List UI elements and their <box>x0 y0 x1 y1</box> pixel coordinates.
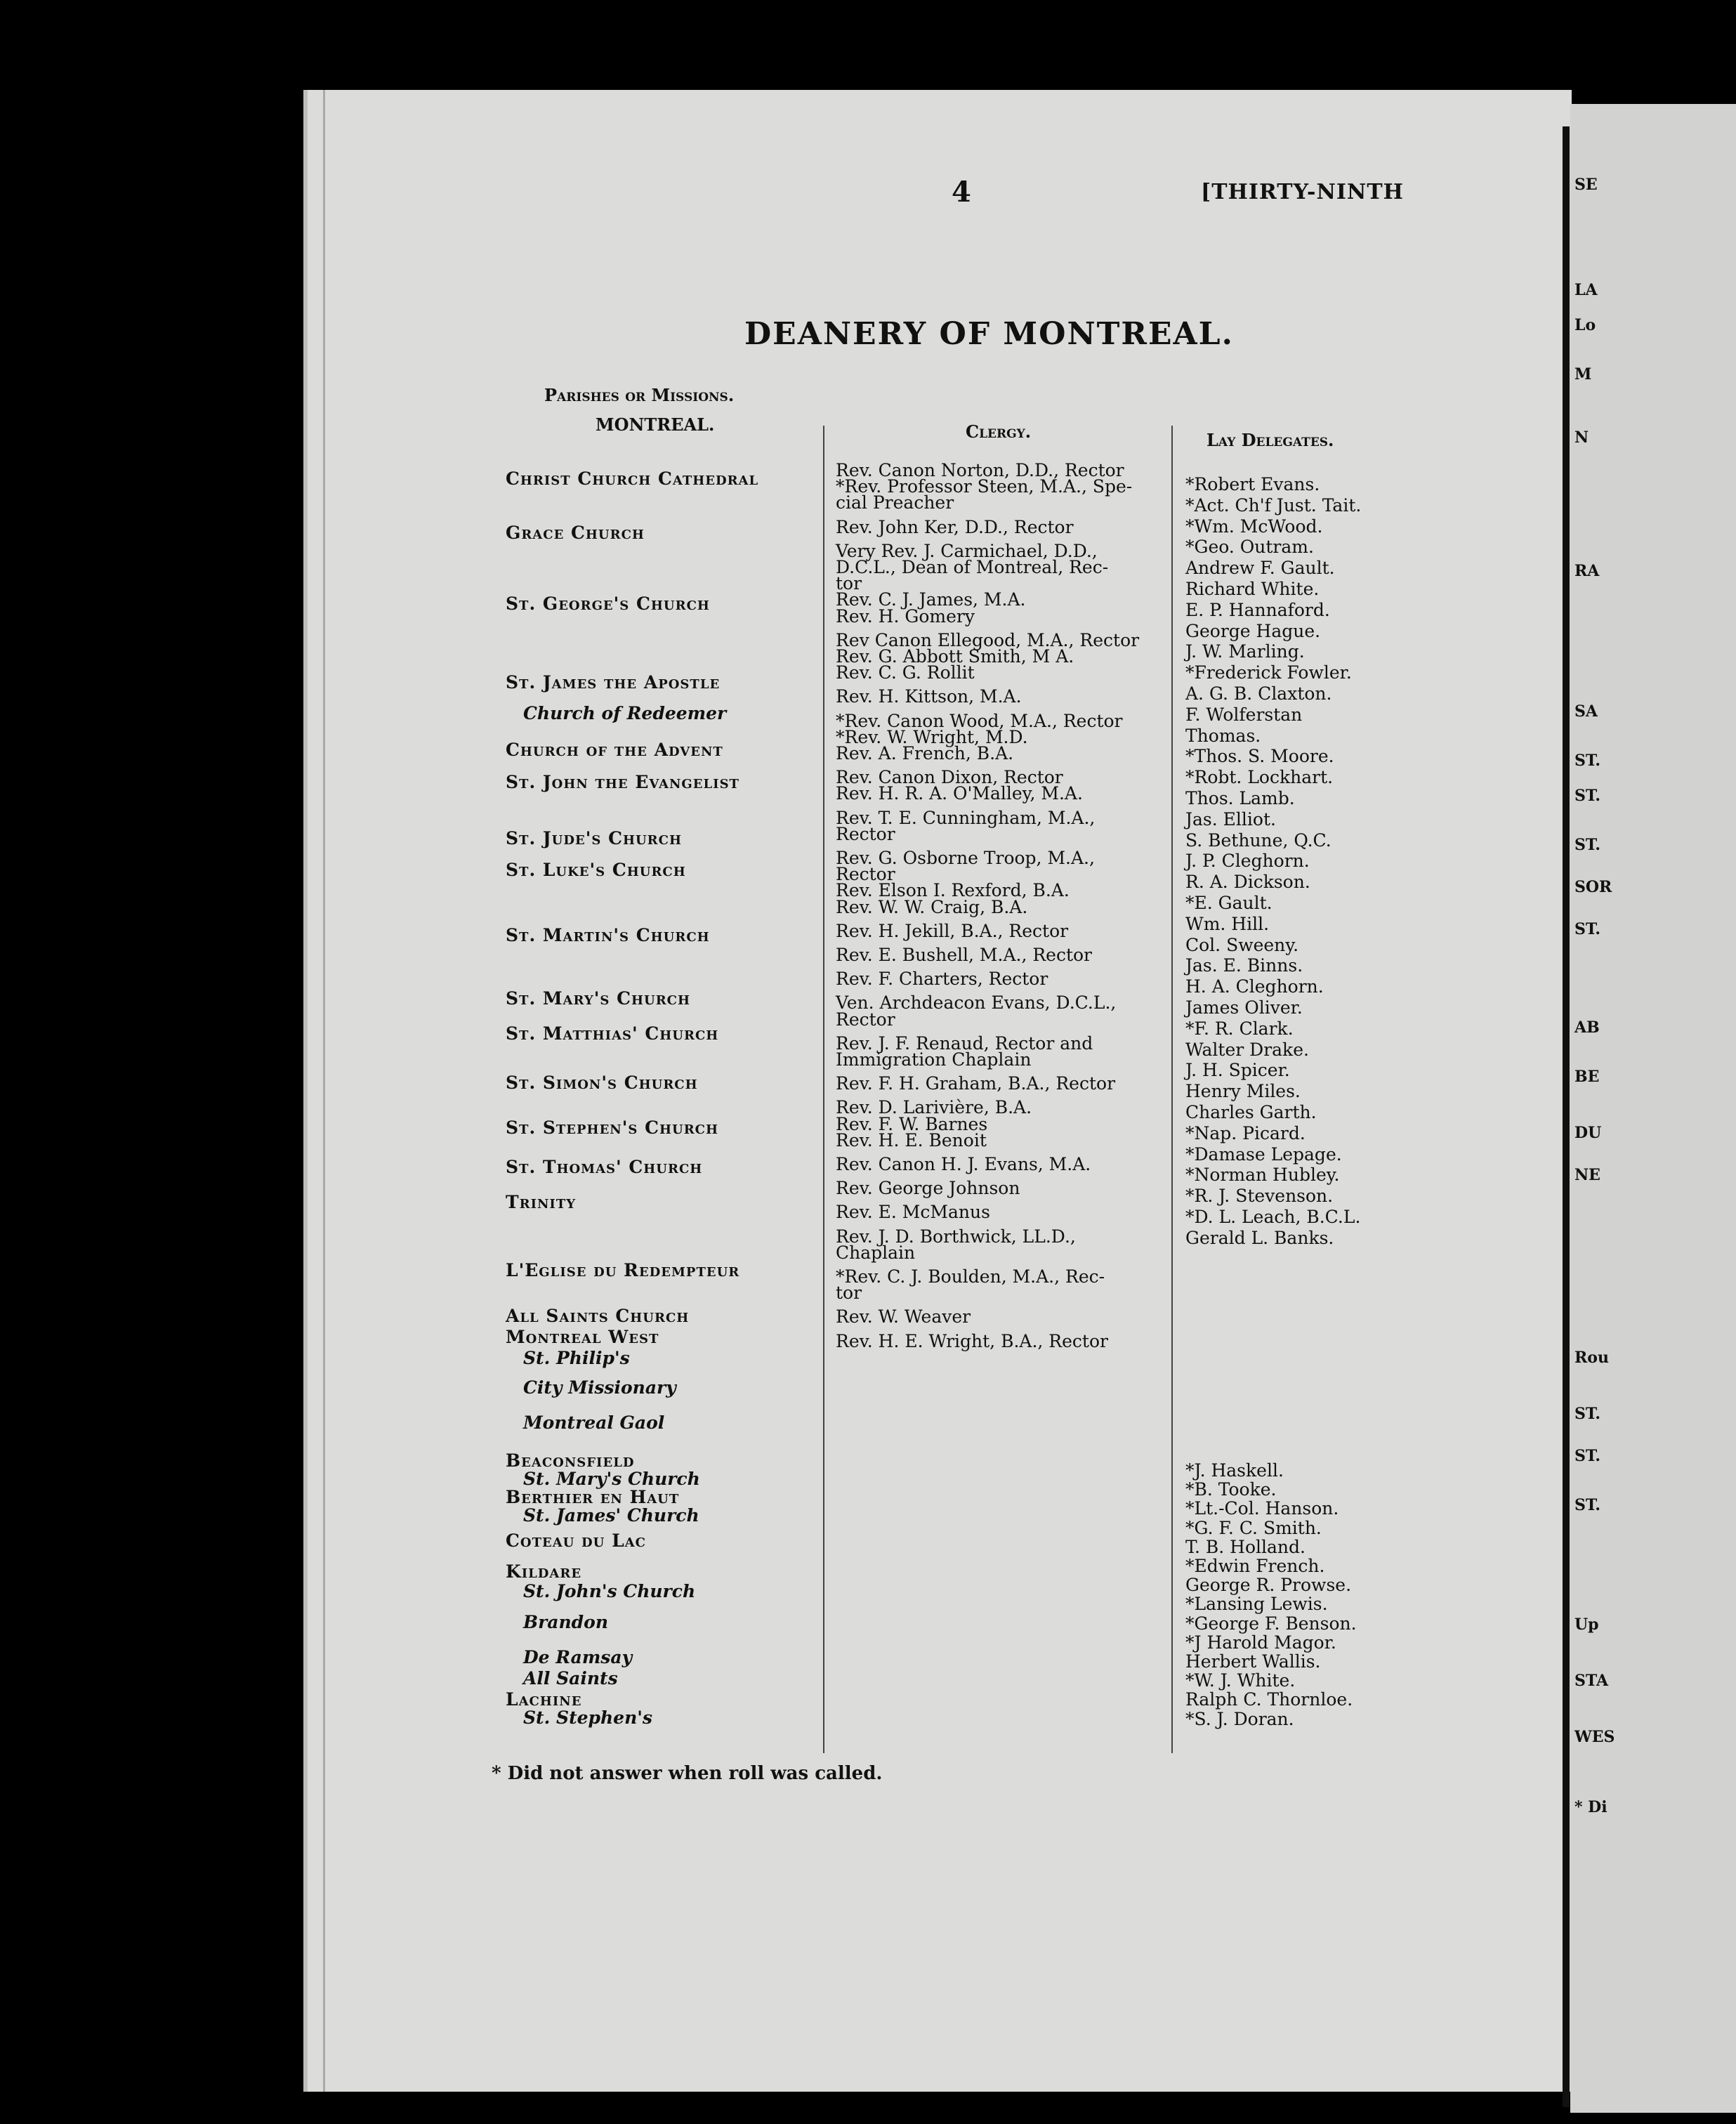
page-number: 4 <box>952 176 971 209</box>
adjacent-page <box>1570 104 1736 2113</box>
clergy-entry: Rev. Canon Norton, D.D., Rector <box>836 460 1124 480</box>
column-divider <box>823 426 824 1753</box>
clergy-entry: Rev. George Johnson <box>836 1178 1020 1198</box>
clergy-entry: Rev. T. E. Cunningham, M.A., <box>836 808 1096 828</box>
lay-delegate-entry: James Oliver. <box>1185 997 1303 1018</box>
lay-delegate-entry: Wm. Hill. <box>1185 914 1270 934</box>
lay-delegate-entry: Herbert Wallis. <box>1185 1651 1321 1672</box>
clergy-entry: Rector <box>836 1009 895 1030</box>
column-header-parishes: Parishes or Missions. <box>544 385 735 405</box>
lay-delegate-entry: Jas. E. Binns. <box>1185 955 1303 976</box>
adjacent-page-fragment: ST. <box>1574 1496 1601 1514</box>
parish-name: City Missionary <box>523 1377 676 1398</box>
adjacent-page-fragment: * Di <box>1574 1798 1607 1816</box>
parish-name: De Ramsay <box>523 1647 633 1667</box>
lay-delegate-entry: *J Harold Magor. <box>1185 1632 1336 1653</box>
adjacent-page-fragment: LA <box>1574 281 1598 299</box>
clergy-entry: Rev. G. Osborne Troop, M.A., <box>836 848 1095 868</box>
clergy-entry: Rev. Canon H. J. Evans, M.A. <box>836 1154 1091 1174</box>
parish-name: St. James the Apostle <box>506 672 721 693</box>
clergy-entry: Rev. E. Bushell, M.A., Rector <box>836 945 1093 965</box>
lay-delegate-entry: *E. Gault. <box>1185 893 1273 913</box>
clergy-entry: *Rev. Canon Wood, M.A., Rector <box>836 711 1123 731</box>
lay-delegate-entry: *F. R. Clark. <box>1185 1018 1294 1039</box>
lay-delegate-entry: Henry Miles. <box>1185 1081 1301 1101</box>
parish-name: Berthier en Haut <box>506 1487 680 1507</box>
clergy-entry: Immigration Chaplain <box>836 1049 1032 1070</box>
lay-delegate-entry: *Wm. McWood. <box>1185 516 1323 537</box>
parish-name: Coteau du Lac <box>506 1530 646 1551</box>
lay-delegate-entry: F. Wolferstan <box>1185 704 1303 725</box>
clergy-entry: Rev. Elson I. Rexford, B.A. <box>836 880 1070 900</box>
clergy-entry: Rector <box>836 824 895 844</box>
clergy-entry: Rev. J. D. Borthwick, LL.D., <box>836 1226 1076 1247</box>
lay-delegate-entry: Richard White. <box>1185 579 1320 599</box>
lay-delegate-entry: A. G. B. Claxton. <box>1185 683 1332 704</box>
lay-delegate-entry: Thos. Lamb. <box>1185 788 1295 808</box>
clergy-entry: Rev. F. H. Graham, B.A., Rector <box>836 1073 1116 1094</box>
lay-delegate-entry: Col. Sweeny. <box>1185 935 1299 955</box>
clergy-entry: *Rev. Professor Steen, M.A., Spe- <box>836 476 1133 497</box>
clergy-entry: *Rev. C. J. Boulden, M.A., Rec- <box>836 1266 1105 1287</box>
column-header-lay: Lay Delegates. <box>1206 430 1334 450</box>
adjacent-page-fragment: BE <box>1574 1068 1600 1086</box>
parish-name: Montreal Gaol <box>523 1412 665 1433</box>
parish-name: Beaconsfield <box>506 1450 635 1471</box>
clergy-entry: Rector <box>836 864 895 884</box>
clergy-entry: Rev. John Ker, D.D., Rector <box>836 517 1074 537</box>
lay-delegate-entry: *Edwin French. <box>1185 1556 1325 1576</box>
lay-delegate-entry: *S. J. Doran. <box>1185 1709 1294 1729</box>
adjacent-page-fragment: STA <box>1574 1672 1609 1690</box>
lay-delegate-entry: *G. F. C. Smith. <box>1185 1518 1322 1538</box>
parish-name: Montreal West <box>506 1327 659 1347</box>
adjacent-page-fragment: N <box>1574 428 1589 447</box>
lay-delegate-entry: Andrew F. Gault. <box>1185 558 1335 578</box>
parish-name: St. Jude's Church <box>506 828 682 848</box>
column-header-montreal: MONTREAL. <box>596 414 715 435</box>
lay-delegate-entry: George Hague. <box>1185 621 1321 641</box>
parish-name: St. Mary's Church <box>523 1469 700 1489</box>
clergy-entry: Rev. H. E. Wright, B.A., Rector <box>836 1331 1108 1351</box>
lay-delegate-entry: *B. Tooke. <box>1185 1479 1277 1500</box>
lay-delegate-entry: *R. J. Stevenson. <box>1185 1186 1334 1206</box>
parish-name: St. Luke's Church <box>506 860 686 880</box>
adjacent-page-fragment: Lo <box>1574 316 1596 334</box>
parish-name: Kildare <box>506 1561 582 1582</box>
clergy-entry: Rev. F. Charters, Rector <box>836 969 1048 989</box>
lay-delegate-entry: *Act. Ch'f Just. Tait. <box>1185 495 1362 516</box>
lay-delegate-entry: Gerald L. Banks. <box>1185 1228 1334 1248</box>
clergy-entry: Rev. Canon Dixon, Rector <box>836 767 1063 787</box>
parish-name: St. George's Church <box>506 594 710 614</box>
clergy-entry: tor <box>836 573 862 594</box>
page-gutter <box>1563 126 1570 2107</box>
lay-delegate-entry: Thomas. <box>1185 726 1261 746</box>
running-head: [THIRTY-NINTH <box>1201 180 1405 204</box>
lay-delegate-entry: J. P. Cleghorn. <box>1185 851 1310 871</box>
lay-delegate-entry: H. A. Cleghorn. <box>1185 976 1324 997</box>
adjacent-page-fragment: SOR <box>1574 878 1612 896</box>
lay-delegate-entry: *D. L. Leach, B.C.L. <box>1185 1207 1361 1227</box>
parish-name: St. Stephen's <box>523 1707 652 1728</box>
clergy-entry: Rev. A. French, B.A. <box>836 743 1014 763</box>
column-header-clergy: Clergy. <box>966 421 1032 442</box>
parish-name: St. John's Church <box>523 1581 696 1601</box>
clergy-entry: Rev. J. F. Renaud, Rector and <box>836 1033 1093 1054</box>
adjacent-page-fragment: AB <box>1574 1018 1600 1037</box>
lay-delegate-entry: *J. Haskell. <box>1185 1460 1284 1481</box>
clergy-entry: Rev. W. W. Craig, B.A. <box>836 897 1028 917</box>
parish-name: Lachine <box>506 1689 582 1710</box>
clergy-entry: Ven. Archdeacon Evans, D.C.L., <box>836 992 1117 1013</box>
parish-name: Church of Redeemer <box>523 703 727 723</box>
lay-delegate-entry: *Lansing Lewis. <box>1185 1594 1328 1614</box>
parish-name: St. Matthias' Church <box>506 1023 719 1044</box>
adjacent-page-fragment: ST. <box>1574 1447 1601 1465</box>
adjacent-page-fragment: ST. <box>1574 787 1601 805</box>
clergy-entry: Rev. G. Abbott Smith, M A. <box>836 646 1074 667</box>
clergy-entry: Rev. F. W. Barnes <box>836 1114 988 1134</box>
lay-delegate-entry: R. A. Dickson. <box>1185 872 1310 892</box>
adjacent-page-fragment: RA <box>1574 562 1600 580</box>
lay-delegate-entry: *Frederick Fowler. <box>1185 662 1352 683</box>
lay-delegate-entry: Jas. Elliot. <box>1185 809 1276 830</box>
parish-name: St. James' Church <box>523 1505 699 1526</box>
column-divider <box>1171 426 1173 1753</box>
parish-name: St. Stephen's Church <box>506 1117 718 1138</box>
clergy-entry: Rev. H. Gomery <box>836 606 975 627</box>
clergy-entry: Rev. W. Weaver <box>836 1306 971 1327</box>
parish-name: Grace Church <box>506 523 645 543</box>
lay-delegate-entry: S. Bethune, Q.C. <box>1185 830 1331 851</box>
clergy-entry: Chaplain <box>836 1243 916 1263</box>
parish-name: Christ Church Cathedral <box>506 468 759 489</box>
adjacent-page-fragment: NE <box>1574 1166 1600 1184</box>
parish-name: St. Thomas' Church <box>506 1157 703 1177</box>
clergy-entry: Rev. H. Jekill, B.A., Rector <box>836 921 1069 941</box>
parish-name: St. Martin's Church <box>506 925 710 945</box>
adjacent-page-fragment: DU <box>1574 1124 1602 1142</box>
lay-delegate-entry: Ralph C. Thornloe. <box>1185 1689 1353 1710</box>
lay-delegate-entry: Charles Garth. <box>1185 1102 1317 1122</box>
lay-delegate-entry: *Damase Lepage. <box>1185 1144 1342 1165</box>
clergy-entry: Rev. C. J. James, M.A. <box>836 589 1026 610</box>
page-title: DEANERY OF MONTREAL. <box>744 316 1234 352</box>
clergy-entry: Rev. H. Kittson, M.A. <box>836 686 1022 707</box>
parish-name: L'Eglise du Redempteur <box>506 1260 740 1280</box>
clergy-entry: D.C.L., Dean of Montreal, Rec- <box>836 557 1109 577</box>
parish-name: All Saints <box>523 1668 618 1689</box>
lay-delegate-entry: J. H. Spicer. <box>1185 1060 1290 1080</box>
clergy-entry: Rev. C. G. Rollit <box>836 662 975 683</box>
clergy-entry: Rev. D. Larivière, B.A. <box>836 1097 1032 1117</box>
adjacent-page-fragment: ST. <box>1574 1405 1601 1423</box>
lay-delegate-entry: *W. J. White. <box>1185 1670 1296 1691</box>
adjacent-page-fragment: M <box>1574 365 1592 383</box>
parish-name: St. John the Evangelist <box>506 772 739 792</box>
adjacent-page-fragment: ST. <box>1574 752 1601 770</box>
clergy-entry: *Rev. W. Wright, M.D. <box>836 727 1028 747</box>
parish-name: Trinity <box>506 1192 577 1212</box>
lay-delegate-entry: George R. Prowse. <box>1185 1575 1352 1595</box>
lay-delegate-entry: *Robt. Lockhart. <box>1185 767 1334 787</box>
lay-delegate-entry: *George F. Benson. <box>1185 1613 1357 1634</box>
lay-delegate-entry: *Lt.-Col. Hanson. <box>1185 1498 1339 1519</box>
adjacent-page-fragment: WES <box>1574 1728 1615 1746</box>
lay-delegate-entry: *Nap. Picard. <box>1185 1123 1306 1143</box>
adjacent-page-fragment: ST. <box>1574 920 1601 938</box>
adjacent-page-fragment: ST. <box>1574 836 1601 854</box>
clergy-entry: Rev. H. R. A. O'Malley, M.A. <box>836 783 1083 804</box>
clergy-entry: Rev Canon Ellegood, M.A., Rector <box>836 630 1140 650</box>
clergy-entry: Rev. E. McManus <box>836 1202 990 1222</box>
parish-name: Church of the Advent <box>506 740 723 760</box>
adjacent-page-fragment: SA <box>1574 702 1598 721</box>
clergy-entry: Very Rev. J. Carmichael, D.D., <box>836 541 1098 561</box>
lay-delegate-entry: *Norman Hubley. <box>1185 1165 1340 1185</box>
lay-delegate-entry: *Thos. S. Moore. <box>1185 746 1334 766</box>
lay-delegate-entry: J. W. Marling. <box>1185 641 1305 662</box>
parish-name: All Saints Church <box>506 1306 690 1326</box>
lay-delegate-entry: *Geo. Outram. <box>1185 537 1314 557</box>
lay-delegate-entry: E. P. Hannaford. <box>1185 600 1330 620</box>
parish-name: St. Simon's Church <box>506 1073 698 1093</box>
adjacent-page-fragment: Up <box>1574 1615 1599 1634</box>
lay-delegate-entry: Walter Drake. <box>1185 1040 1309 1060</box>
parish-name: St. Philip's <box>523 1348 630 1368</box>
clergy-entry: tor <box>836 1283 862 1303</box>
parish-name: St. Mary's Church <box>506 988 690 1009</box>
adjacent-page-fragment: Rou <box>1574 1349 1609 1367</box>
parish-name: Brandon <box>523 1612 609 1632</box>
adjacent-page-fragment: SE <box>1574 176 1598 194</box>
footnote: * Did not answer when roll was called. <box>492 1763 883 1784</box>
lay-delegate-entry: *Robert Evans. <box>1185 474 1320 494</box>
clergy-entry: cial Preacher <box>836 492 954 513</box>
clergy-entry: Rev. H. E. Benoit <box>836 1130 987 1150</box>
lay-delegate-entry: T. B. Holland. <box>1185 1537 1306 1557</box>
